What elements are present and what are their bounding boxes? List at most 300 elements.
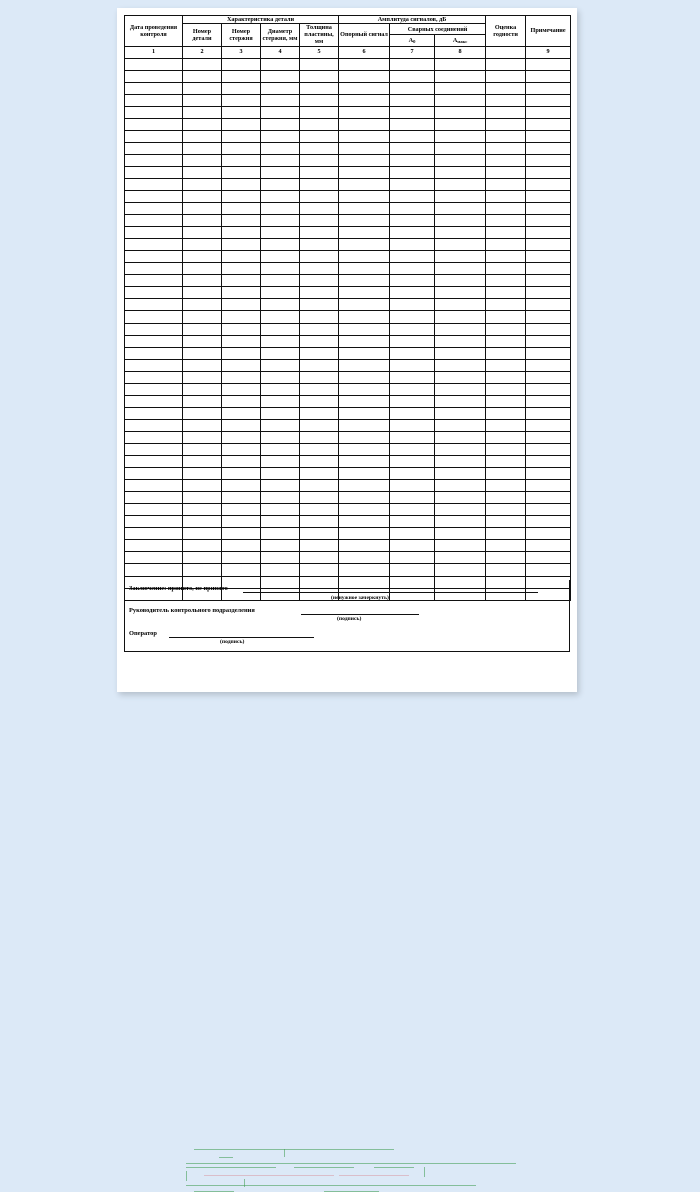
table-cell[interactable] [339, 540, 390, 552]
table-cell[interactable] [486, 142, 526, 154]
table-cell[interactable] [435, 347, 486, 359]
table-cell[interactable] [261, 215, 300, 227]
table-cell[interactable] [486, 540, 526, 552]
table-cell[interactable] [486, 335, 526, 347]
table-cell[interactable] [261, 516, 300, 528]
table-cell[interactable] [222, 130, 261, 142]
table-row[interactable] [125, 528, 571, 540]
table-cell[interactable] [526, 383, 571, 395]
table-cell[interactable] [526, 335, 571, 347]
table-cell[interactable] [526, 359, 571, 371]
table-cell[interactable] [183, 359, 222, 371]
table-row[interactable] [125, 263, 571, 275]
table-cell[interactable] [183, 166, 222, 178]
table-cell[interactable] [300, 347, 339, 359]
table-cell[interactable] [390, 263, 435, 275]
table-cell[interactable] [526, 239, 571, 251]
table-cell[interactable] [390, 166, 435, 178]
table-cell[interactable] [339, 275, 390, 287]
table-cell[interactable] [486, 444, 526, 456]
table-cell[interactable] [390, 492, 435, 504]
table-cell[interactable] [183, 299, 222, 311]
table-cell[interactable] [125, 444, 183, 456]
table-cell[interactable] [183, 178, 222, 190]
table-cell[interactable] [222, 191, 261, 203]
table-cell[interactable] [125, 130, 183, 142]
table-cell[interactable] [183, 118, 222, 130]
table-cell[interactable] [339, 419, 390, 431]
table-cell[interactable] [261, 94, 300, 106]
table-row[interactable] [125, 203, 571, 215]
table-cell[interactable] [300, 166, 339, 178]
table-cell[interactable] [435, 299, 486, 311]
table-cell[interactable] [222, 239, 261, 251]
table-cell[interactable] [339, 166, 390, 178]
table-cell[interactable] [339, 468, 390, 480]
table-cell[interactable] [435, 480, 486, 492]
table-cell[interactable] [183, 552, 222, 564]
table-cell[interactable] [261, 335, 300, 347]
table-cell[interactable] [261, 540, 300, 552]
table-cell[interactable] [526, 251, 571, 263]
table-row[interactable] [125, 227, 571, 239]
table-cell[interactable] [125, 504, 183, 516]
table-row[interactable] [125, 251, 571, 263]
table-cell[interactable] [125, 70, 183, 82]
table-cell[interactable] [183, 203, 222, 215]
table-cell[interactable] [486, 118, 526, 130]
table-cell[interactable] [125, 191, 183, 203]
table-cell[interactable] [526, 178, 571, 190]
table-cell[interactable] [300, 82, 339, 94]
table-cell[interactable] [486, 516, 526, 528]
table-cell[interactable] [339, 335, 390, 347]
table-cell[interactable] [183, 142, 222, 154]
table-cell[interactable] [526, 70, 571, 82]
table-cell[interactable] [222, 528, 261, 540]
table-cell[interactable] [222, 347, 261, 359]
table-cell[interactable] [222, 419, 261, 431]
table-cell[interactable] [222, 82, 261, 94]
table-cell[interactable] [222, 431, 261, 443]
table-cell[interactable] [486, 311, 526, 323]
table-cell[interactable] [339, 299, 390, 311]
table-cell[interactable] [125, 371, 183, 383]
table-cell[interactable] [526, 203, 571, 215]
table-cell[interactable] [183, 82, 222, 94]
table-cell[interactable] [339, 130, 390, 142]
table-cell[interactable] [125, 419, 183, 431]
table-cell[interactable] [390, 335, 435, 347]
table-cell[interactable] [339, 444, 390, 456]
table-cell[interactable] [222, 166, 261, 178]
table-cell[interactable] [435, 58, 486, 70]
table-cell[interactable] [526, 311, 571, 323]
table-cell[interactable] [435, 564, 486, 576]
table-cell[interactable] [183, 239, 222, 251]
table-cell[interactable] [390, 142, 435, 154]
table-cell[interactable] [435, 203, 486, 215]
table-cell[interactable] [486, 191, 526, 203]
table-cell[interactable] [300, 227, 339, 239]
table-cell[interactable] [125, 251, 183, 263]
table-cell[interactable] [300, 564, 339, 576]
table-cell[interactable] [125, 227, 183, 239]
table-cell[interactable] [339, 178, 390, 190]
table-cell[interactable] [390, 130, 435, 142]
table-cell[interactable] [183, 191, 222, 203]
table-cell[interactable] [339, 263, 390, 275]
table-cell[interactable] [261, 106, 300, 118]
table-cell[interactable] [486, 70, 526, 82]
table-cell[interactable] [435, 359, 486, 371]
table-cell[interactable] [125, 311, 183, 323]
table-cell[interactable] [183, 275, 222, 287]
table-cell[interactable] [300, 251, 339, 263]
table-cell[interactable] [300, 287, 339, 299]
table-cell[interactable] [261, 191, 300, 203]
table-cell[interactable] [339, 456, 390, 468]
table-cell[interactable] [222, 251, 261, 263]
table-cell[interactable] [125, 552, 183, 564]
table-cell[interactable] [486, 82, 526, 94]
table-cell[interactable] [435, 383, 486, 395]
table-cell[interactable] [339, 383, 390, 395]
table-cell[interactable] [222, 516, 261, 528]
table-cell[interactable] [222, 383, 261, 395]
table-cell[interactable] [183, 480, 222, 492]
table-cell[interactable] [435, 287, 486, 299]
table-cell[interactable] [435, 215, 486, 227]
table-cell[interactable] [222, 227, 261, 239]
table-row[interactable] [125, 166, 571, 178]
table-cell[interactable] [486, 323, 526, 335]
table-cell[interactable] [300, 359, 339, 371]
table-cell[interactable] [339, 528, 390, 540]
table-cell[interactable] [222, 335, 261, 347]
table-cell[interactable] [222, 215, 261, 227]
table-cell[interactable] [183, 311, 222, 323]
table-cell[interactable] [261, 468, 300, 480]
table-cell[interactable] [125, 82, 183, 94]
table-cell[interactable] [183, 456, 222, 468]
table-cell[interactable] [339, 251, 390, 263]
table-cell[interactable] [183, 371, 222, 383]
table-cell[interactable] [435, 82, 486, 94]
table-cell[interactable] [222, 203, 261, 215]
table-cell[interactable] [339, 480, 390, 492]
table-cell[interactable] [526, 130, 571, 142]
table-cell[interactable] [390, 395, 435, 407]
table-cell[interactable] [183, 323, 222, 335]
table-cell[interactable] [339, 431, 390, 443]
table-cell[interactable] [390, 70, 435, 82]
table-row[interactable] [125, 239, 571, 251]
table-cell[interactable] [125, 492, 183, 504]
table-cell[interactable] [125, 58, 183, 70]
table-cell[interactable] [390, 178, 435, 190]
table-cell[interactable] [183, 528, 222, 540]
table-cell[interactable] [486, 395, 526, 407]
table-cell[interactable] [526, 431, 571, 443]
table-cell[interactable] [261, 239, 300, 251]
table-cell[interactable] [526, 263, 571, 275]
table-cell[interactable] [390, 468, 435, 480]
table-cell[interactable] [435, 492, 486, 504]
table-cell[interactable] [125, 395, 183, 407]
table-cell[interactable] [222, 178, 261, 190]
table-cell[interactable] [390, 516, 435, 528]
table-cell[interactable] [261, 287, 300, 299]
table-cell[interactable] [339, 239, 390, 251]
table-row[interactable] [125, 480, 571, 492]
table-cell[interactable] [390, 371, 435, 383]
table-cell[interactable] [222, 468, 261, 480]
table-cell[interactable] [261, 70, 300, 82]
table-cell[interactable] [183, 468, 222, 480]
table-cell[interactable] [526, 215, 571, 227]
table-cell[interactable] [339, 142, 390, 154]
table-cell[interactable] [526, 299, 571, 311]
table-cell[interactable] [390, 456, 435, 468]
table-cell[interactable] [339, 58, 390, 70]
table-cell[interactable] [390, 299, 435, 311]
table-cell[interactable] [261, 311, 300, 323]
table-row[interactable] [125, 504, 571, 516]
table-cell[interactable] [183, 347, 222, 359]
table-cell[interactable] [125, 431, 183, 443]
table-cell[interactable] [339, 564, 390, 576]
table-row[interactable] [125, 275, 571, 287]
table-cell[interactable] [125, 528, 183, 540]
table-row[interactable] [125, 419, 571, 431]
table-cell[interactable] [526, 564, 571, 576]
table-cell[interactable] [486, 106, 526, 118]
table-cell[interactable] [261, 142, 300, 154]
table-cell[interactable] [486, 468, 526, 480]
table-cell[interactable] [183, 504, 222, 516]
table-cell[interactable] [183, 263, 222, 275]
table-cell[interactable] [435, 130, 486, 142]
table-cell[interactable] [222, 154, 261, 166]
table-cell[interactable] [526, 191, 571, 203]
table-cell[interactable] [261, 395, 300, 407]
table-cell[interactable] [261, 419, 300, 431]
table-cell[interactable] [390, 347, 435, 359]
table-cell[interactable] [300, 480, 339, 492]
table-cell[interactable] [435, 540, 486, 552]
table-cell[interactable] [261, 118, 300, 130]
table-cell[interactable] [486, 371, 526, 383]
table-row[interactable] [125, 383, 571, 395]
table-cell[interactable] [261, 371, 300, 383]
table-cell[interactable] [486, 203, 526, 215]
table-cell[interactable] [125, 275, 183, 287]
table-cell[interactable] [261, 58, 300, 70]
table-cell[interactable] [486, 251, 526, 263]
table-cell[interactable] [486, 383, 526, 395]
table-cell[interactable] [183, 287, 222, 299]
table-cell[interactable] [222, 142, 261, 154]
table-cell[interactable] [125, 456, 183, 468]
table-cell[interactable] [339, 504, 390, 516]
table-cell[interactable] [261, 347, 300, 359]
table-cell[interactable] [222, 275, 261, 287]
table-cell[interactable] [486, 287, 526, 299]
table-cell[interactable] [261, 528, 300, 540]
table-cell[interactable] [526, 323, 571, 335]
table-cell[interactable] [339, 287, 390, 299]
table-cell[interactable] [183, 58, 222, 70]
table-cell[interactable] [526, 154, 571, 166]
table-cell[interactable] [339, 323, 390, 335]
table-cell[interactable] [486, 431, 526, 443]
table-cell[interactable] [183, 395, 222, 407]
table-cell[interactable] [435, 70, 486, 82]
table-row[interactable] [125, 516, 571, 528]
table-cell[interactable] [390, 383, 435, 395]
table-cell[interactable] [526, 58, 571, 70]
table-cell[interactable] [300, 468, 339, 480]
table-cell[interactable] [486, 456, 526, 468]
table-cell[interactable] [339, 516, 390, 528]
table-cell[interactable] [390, 431, 435, 443]
table-cell[interactable] [390, 106, 435, 118]
table-cell[interactable] [526, 371, 571, 383]
table-row[interactable] [125, 431, 571, 443]
table-cell[interactable] [183, 106, 222, 118]
table-cell[interactable] [261, 504, 300, 516]
table-cell[interactable] [526, 504, 571, 516]
table-cell[interactable] [435, 516, 486, 528]
table-row[interactable] [125, 70, 571, 82]
table-cell[interactable] [300, 239, 339, 251]
table-cell[interactable] [222, 311, 261, 323]
table-cell[interactable] [390, 203, 435, 215]
table-cell[interactable] [390, 82, 435, 94]
table-cell[interactable] [526, 456, 571, 468]
table-cell[interactable] [435, 106, 486, 118]
table-cell[interactable] [486, 215, 526, 227]
table-cell[interactable] [300, 215, 339, 227]
table-row[interactable] [125, 359, 571, 371]
table-cell[interactable] [125, 383, 183, 395]
table-cell[interactable] [486, 492, 526, 504]
table-cell[interactable] [261, 203, 300, 215]
table-cell[interactable] [261, 359, 300, 371]
table-cell[interactable] [339, 371, 390, 383]
table-cell[interactable] [526, 118, 571, 130]
table-cell[interactable] [339, 215, 390, 227]
table-cell[interactable] [222, 287, 261, 299]
table-cell[interactable] [526, 287, 571, 299]
table-row[interactable] [125, 456, 571, 468]
table-cell[interactable] [300, 552, 339, 564]
table-cell[interactable] [300, 516, 339, 528]
table-cell[interactable] [486, 263, 526, 275]
table-cell[interactable] [261, 492, 300, 504]
table-cell[interactable] [222, 480, 261, 492]
table-cell[interactable] [261, 130, 300, 142]
table-cell[interactable] [125, 239, 183, 251]
table-cell[interactable] [300, 263, 339, 275]
table-cell[interactable] [261, 456, 300, 468]
table-cell[interactable] [125, 178, 183, 190]
table-cell[interactable] [300, 275, 339, 287]
table-cell[interactable] [300, 504, 339, 516]
table-cell[interactable] [300, 154, 339, 166]
table-cell[interactable] [390, 359, 435, 371]
table-cell[interactable] [125, 142, 183, 154]
table-cell[interactable] [390, 323, 435, 335]
table-cell[interactable] [486, 166, 526, 178]
table-cell[interactable] [339, 154, 390, 166]
table-row[interactable] [125, 178, 571, 190]
table-cell[interactable] [222, 444, 261, 456]
table-cell[interactable] [300, 335, 339, 347]
table-cell[interactable] [261, 263, 300, 275]
table-row[interactable] [125, 564, 571, 576]
table-cell[interactable] [222, 371, 261, 383]
table-cell[interactable] [526, 94, 571, 106]
table-cell[interactable] [300, 419, 339, 431]
table-cell[interactable] [526, 106, 571, 118]
table-row[interactable] [125, 444, 571, 456]
table-cell[interactable] [486, 239, 526, 251]
table-cell[interactable] [339, 359, 390, 371]
table-cell[interactable] [435, 528, 486, 540]
table-cell[interactable] [435, 419, 486, 431]
table-cell[interactable] [435, 94, 486, 106]
table-cell[interactable] [300, 383, 339, 395]
table-row[interactable] [125, 299, 571, 311]
table-cell[interactable] [486, 407, 526, 419]
table-cell[interactable] [125, 359, 183, 371]
table-cell[interactable] [183, 419, 222, 431]
table-cell[interactable] [486, 504, 526, 516]
table-cell[interactable] [486, 419, 526, 431]
table-cell[interactable] [486, 359, 526, 371]
table-cell[interactable] [261, 251, 300, 263]
table-cell[interactable] [125, 299, 183, 311]
table-cell[interactable] [125, 468, 183, 480]
table-cell[interactable] [300, 395, 339, 407]
table-cell[interactable] [435, 407, 486, 419]
table-cell[interactable] [125, 106, 183, 118]
table-cell[interactable] [300, 431, 339, 443]
table-cell[interactable] [183, 70, 222, 82]
table-cell[interactable] [486, 154, 526, 166]
table-cell[interactable] [339, 70, 390, 82]
table-cell[interactable] [261, 564, 300, 576]
table-cell[interactable] [261, 480, 300, 492]
table-cell[interactable] [390, 215, 435, 227]
table-cell[interactable] [526, 444, 571, 456]
table-cell[interactable] [125, 516, 183, 528]
table-cell[interactable] [261, 178, 300, 190]
table-cell[interactable] [486, 528, 526, 540]
table-cell[interactable] [526, 516, 571, 528]
table-cell[interactable] [486, 130, 526, 142]
table-cell[interactable] [435, 444, 486, 456]
table-cell[interactable] [339, 94, 390, 106]
table-cell[interactable] [435, 166, 486, 178]
table-row[interactable] [125, 395, 571, 407]
table-cell[interactable] [435, 323, 486, 335]
table-cell[interactable] [300, 540, 339, 552]
table-cell[interactable] [486, 178, 526, 190]
table-cell[interactable] [222, 504, 261, 516]
